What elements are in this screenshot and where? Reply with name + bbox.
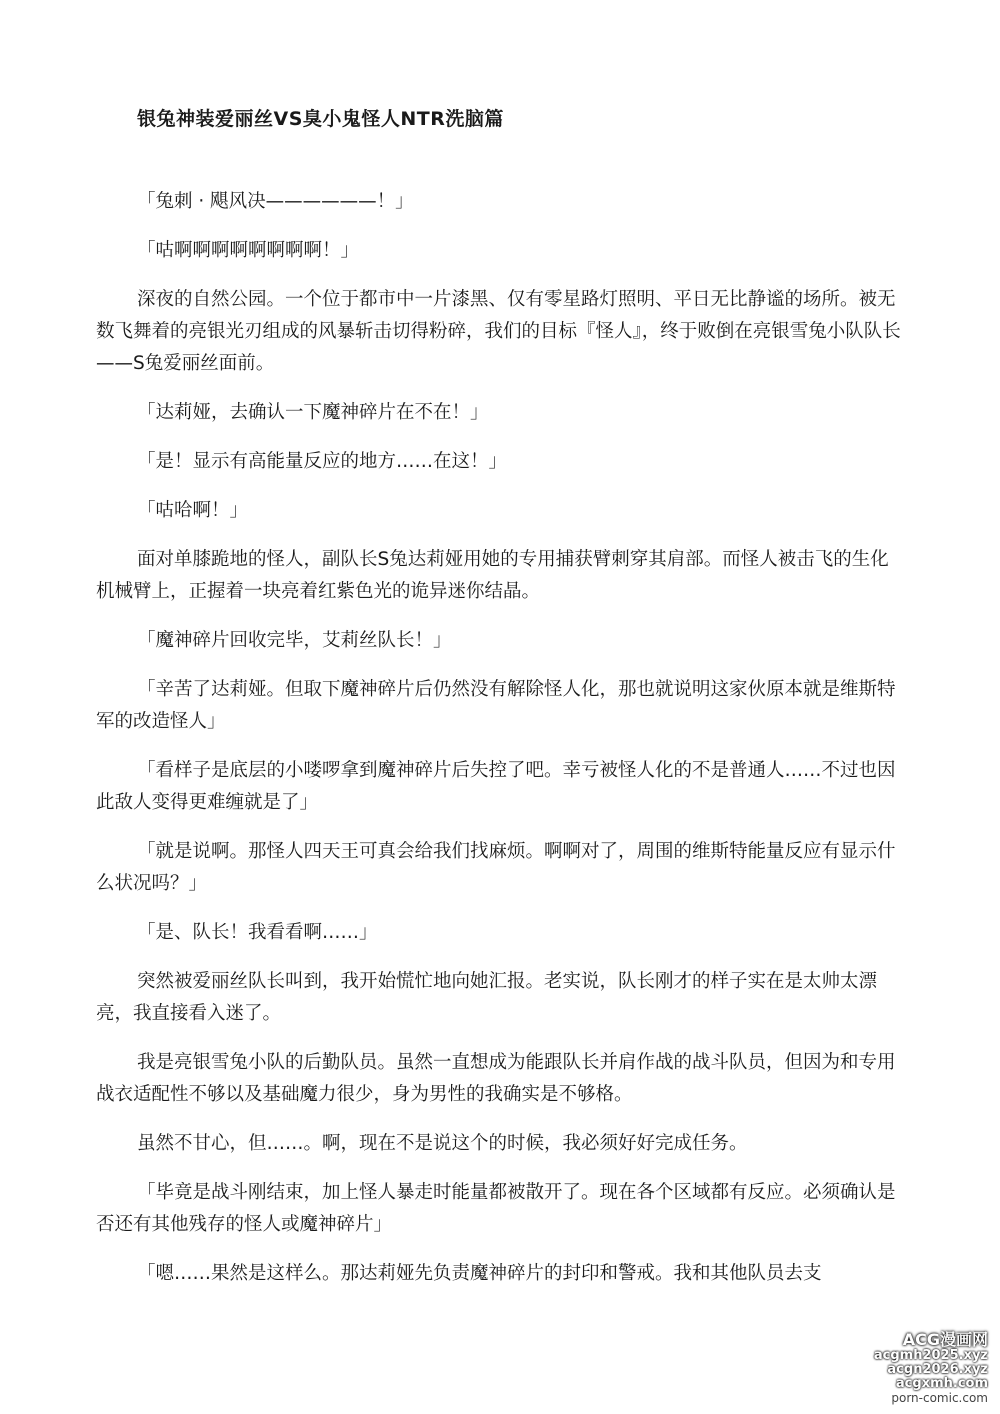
paragraph: 面对单膝跪地的怪人，副队长S兔达莉娅用她的专用捕获臂刺穿其肩部。而怪人被击飞的生化机械臂上，正握着一块亮着红紫色光的诡异迷你结晶。 xyxy=(96,549,889,602)
paragraph: 虽然不甘心，但……。啊，现在不是说这个的时候，我必须好好完成任务。 xyxy=(137,1133,748,1154)
paragraph: 「是！显示有高能量反应的地方……在这！」 xyxy=(137,451,508,472)
paragraph: 「辛苦了达莉娅。但取下魔神碎片后仍然没有解除怪人化，那也就说明这家伙原本就是维斯特军的改造怪人」 xyxy=(96,679,896,732)
paragraph: 「毕竟是战斗刚结束，加上怪人暴走时能量都被散开了。现在各个区域都有反应。必须确认是否还有其他残存的怪人或魔神碎片」 xyxy=(96,1182,896,1235)
paragraph: 「兔刺 · 飓风决——————！」 xyxy=(137,191,414,212)
watermark-url: porn-comic.com xyxy=(891,1391,988,1405)
watermark-url: acgxmh.com xyxy=(895,1376,988,1391)
watermark-url: acgmh2025.xyz xyxy=(873,1348,988,1363)
paragraph: 「咕啊啊啊啊啊啊啊啊！」 xyxy=(137,240,360,261)
paragraph: 「咕哈啊！」 xyxy=(137,500,249,521)
paragraph: 「看样子是底层的小喽啰拿到魔神碎片后失控了吧。幸亏被怪人化的不是普通人……不过也因此敌人变得更难缠就是了」 xyxy=(96,760,896,813)
paragraph: 深夜的自然公园。一个位于都市中一片漆黑、仅有零星路灯照明、平日无比静谧的场所。被无数飞舞着的亮银光刃组成的风暴斩击切得粉碎，我们的目标『怪人』，终于败倒在亮银雪兔小队队长——S兔爱丽丝面前。 xyxy=(96,289,901,374)
watermark-url: acgn2026.xyz xyxy=(887,1362,988,1377)
paragraph: 我是亮银雪兔小队的后勤队员。虽然一直想成为能跟队长并肩作战的战斗队员，但因为和专用战衣适配性不够以及基础魔力很少，身为男性的我确实是不够格。 xyxy=(96,1052,896,1105)
document-title: 银兔神装爱丽丝VS臭小鬼怪人NTR洗脑篇 xyxy=(137,108,504,130)
paragraph: 「嗯……果然是这样么。那达莉娅先负责魔神碎片的封印和警戒。我和其他队员去支 xyxy=(137,1263,822,1284)
document-body xyxy=(96,186,906,1290)
watermark xyxy=(798,1331,988,1405)
paragraph: 「是、队长！我看看啊……」 xyxy=(137,922,378,943)
paragraph: 「魔神碎片回收完毕，艾莉丝队长！」 xyxy=(137,630,452,651)
paragraph: 「就是说啊。那怪人四天王可真会给我们找麻烦。啊啊对了，周围的维斯特能量反应有显示什么状况吗？」 xyxy=(96,841,896,894)
paragraph: 突然被爱丽丝队长叫到，我开始慌忙地向她汇报。老实说，队长刚才的样子实在是太帅太漂亮，我直接看入迷了。 xyxy=(96,971,878,1024)
paragraph: 「达莉娅，去确认一下魔神碎片在不在！」 xyxy=(137,402,489,423)
watermark-logo: ACG漫画网 xyxy=(902,1330,988,1349)
